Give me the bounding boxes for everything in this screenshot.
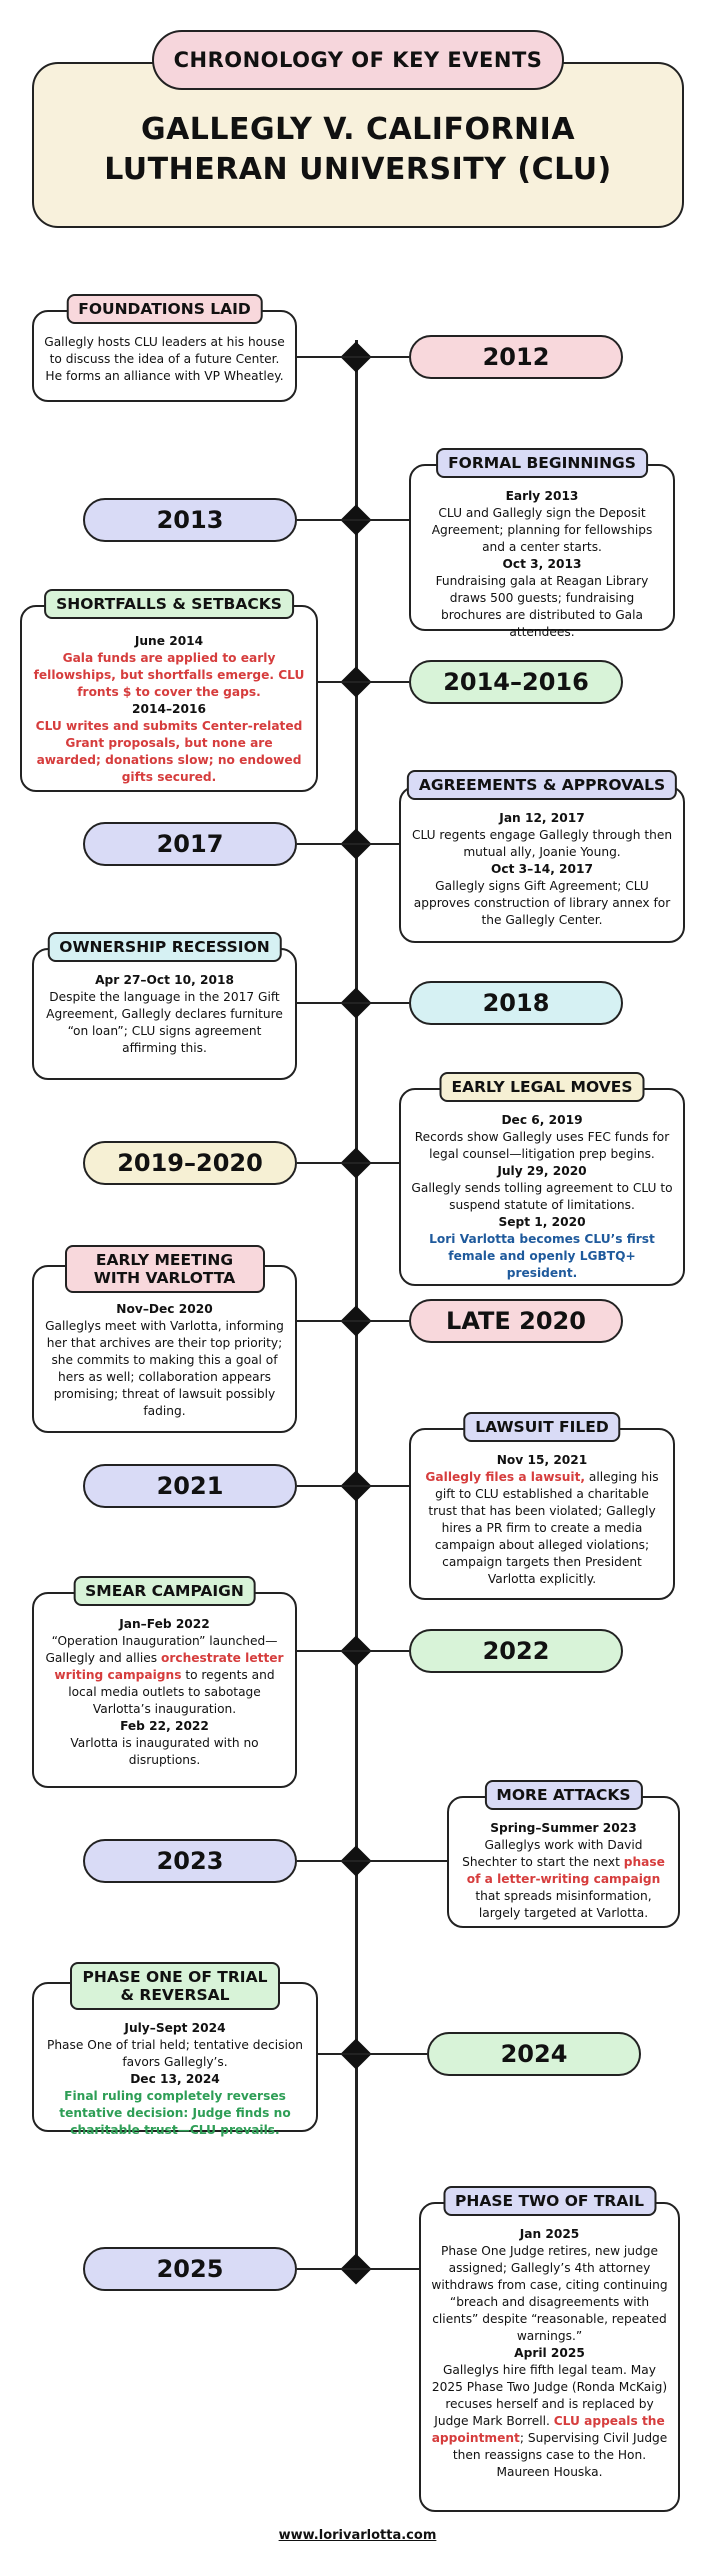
- body-text: to regents and local media outlets to sabotage Varlotta’s inauguration.: [68, 1668, 275, 1716]
- event-card-shortfalls: [20, 595, 318, 792]
- card-text: Despite the language in the 2017 Gift Agreement, Gallegly declares furniture “on loan”; CLU signs agreement affirming this.: [46, 990, 283, 1055]
- year-pill-2024: 2024: [427, 2032, 641, 2076]
- highlight-text: orchestrate letter writing campaigns: [54, 1651, 284, 1682]
- card-text: Varlotta is inaugurated with no disruptions.: [70, 1736, 259, 1767]
- title-line-1: GALLEGLY V. CALIFORNIA: [140, 112, 576, 147]
- card-date: Apr 27–Oct 10, 2018: [95, 973, 234, 987]
- event-card-phase-one: [32, 1968, 318, 2137]
- card-title: SHORTFALLS & SETBACKS: [44, 589, 294, 619]
- connector: [297, 1320, 409, 1322]
- body-text: ; Supervising Civil Judge then reassigns case to the Hon. Maureen Houska.: [452, 2431, 668, 2479]
- highlight-text: Gallegly files a lawsuit,: [425, 1470, 586, 1484]
- year-pill-2025: 2025: [83, 2247, 297, 2291]
- body-text: alleging his gift to CLU established a charitable trust that has been violated; Gallegly hires a PR firm to create a media campaign about alleged violations; campaign targets then President Varlotta explicitly.: [428, 1470, 659, 1586]
- connector: [297, 1162, 399, 1164]
- card-title: LAWSUIT FILED: [463, 1412, 620, 1442]
- card-date: July 29, 2020: [497, 1164, 587, 1178]
- card-date: Nov 15, 2021: [496, 1453, 588, 1467]
- card-title: MORE ATTACKS: [484, 1780, 642, 1810]
- card-text: Phase One of trial held; tentative decision favors Gallegly’s.: [46, 2038, 304, 2069]
- card-date: July–Sept 2024: [124, 2021, 226, 2035]
- card-text: Gallegly sends tolling agreement to CLU to suspend statute of limitations.: [411, 1181, 673, 1212]
- year-pill-2022: 2022: [409, 1629, 623, 1673]
- event-card-ownership: [32, 938, 297, 1080]
- event-card-early-meeting: [32, 1251, 297, 1433]
- card-date: Dec 6, 2019: [501, 1113, 583, 1127]
- year-pill-2017: 2017: [83, 822, 297, 866]
- card-title: PHASE ONE OF TRIAL & REVERSAL: [70, 1962, 280, 2010]
- card-text: [44, 1633, 285, 1718]
- event-card-lawsuit: [409, 1418, 675, 1600]
- card-date: Jan 12, 2017: [499, 811, 585, 825]
- body-text: “Operation Inauguration” launched—Gallegly and allies: [45, 1634, 278, 1665]
- card-text: Gallegly signs Gift Agreement; CLU approves construction of library annex for the Gallegly Center.: [413, 879, 671, 927]
- connector: [297, 1485, 409, 1487]
- card-text: [421, 1469, 663, 1588]
- connector: [297, 356, 409, 358]
- year-pill-2012: 2012: [409, 335, 623, 379]
- card-date: June 2014: [134, 634, 204, 648]
- card-date: Nov–Dec 2020: [116, 1302, 213, 1316]
- card-date: Spring–Summer 2023: [490, 1821, 637, 1835]
- card-date: Early 2013: [505, 489, 579, 503]
- connector: [297, 843, 399, 845]
- event-card-phase-two: [419, 2192, 680, 2512]
- card-date: Oct 3–14, 2017: [491, 862, 593, 876]
- event-card-legal-moves: [399, 1078, 685, 1286]
- body-text: Galleglys work with David Shechter to start the next: [462, 1838, 643, 1869]
- highlight-text: CLU appeals the appointment: [431, 2414, 665, 2445]
- card-date: Sept 1, 2020: [498, 1215, 586, 1229]
- year-pill-late-2020: LATE 2020: [409, 1299, 623, 1343]
- event-card-smear: [32, 1582, 297, 1788]
- card-text: CLU regents engage Gallegly through then mutual ally, Joanie Young.: [411, 828, 673, 859]
- card-text: [431, 2362, 668, 2481]
- card-date: Dec 13, 2024: [130, 2072, 220, 2086]
- event-card-more-attacks: [447, 1786, 680, 1928]
- card-text: CLU writes and submits Center-related Grant proposals, but none are awarded; donations slow; no endowed gifts secured.: [35, 719, 303, 784]
- connector: [297, 1860, 447, 1862]
- title-line-2: LUTHERAN UNIVERSITY (CLU): [104, 152, 612, 187]
- card-date: Jan 2025: [519, 2227, 580, 2241]
- card-text: Final ruling completely reverses tentative decision: Judge finds no charitable trust—CLU prevails.: [59, 2089, 291, 2137]
- year-pill-2013: 2013: [83, 498, 297, 542]
- card-text: [459, 1837, 668, 1922]
- card-date: 2014–2016: [132, 702, 206, 716]
- event-card-formal-beginnings: [409, 454, 675, 639]
- card-text: Phase One Judge retires, new judge assigned; Gallegly’s 4th attorney withdraws from case, citing continuing “breach and disagreements with clients” despite “reasonable, repeated warnings.”: [431, 2244, 668, 2343]
- highlight-text: phase of a letter-writing campaign: [466, 1855, 665, 1886]
- card-text: CLU and Gallegly sign the Deposit Agreement; planning for fellowships and a center starts.: [431, 506, 653, 554]
- card-title: EARLY MEETING WITH VARLOTTA: [65, 1245, 265, 1293]
- card-text: Fundraising gala at Reagan Library draws 500 guests; fundraising brochures are distributed to Gala attendees.: [435, 574, 649, 639]
- year-pill-2019-2020: 2019–2020: [83, 1141, 297, 1185]
- card-date: Jan–Feb 2022: [119, 1617, 210, 1631]
- card-text: Records show Gallegly uses FEC funds for legal counsel—litigation prep begins.: [414, 1130, 670, 1161]
- connector: [297, 1002, 409, 1004]
- card-title: PHASE TWO OF TRAIL: [443, 2186, 656, 2216]
- card-title: FOUNDATIONS LAID: [66, 294, 263, 324]
- event-card-foundations: [32, 300, 297, 402]
- footer-link[interactable]: www.lorivarlotta.com: [278, 2528, 437, 2543]
- card-text: Gala funds are applied to early fellowships, but shortfalls emerge. CLU fronts $ to cover the gaps.: [33, 651, 305, 699]
- card-date: Oct 3, 2013: [502, 557, 582, 571]
- card-text: Lori Varlotta becomes CLU’s first female and openly LGBTQ+ president.: [429, 1232, 655, 1280]
- page-title: [34, 110, 682, 190]
- year-pill-2018: 2018: [409, 981, 623, 1025]
- body-text: that spreads misinformation, largely targeted at Varlotta.: [475, 1889, 652, 1920]
- card-title: AGREEMENTS & APPROVALS: [407, 770, 677, 800]
- body-text: Galleglys hire fifth legal team. May 2025 Phase Two Judge (Ronda McKaig) recuses herself and is replaced by Judge Mark Borrell.: [431, 2363, 668, 2428]
- year-pill-2021: 2021: [83, 1464, 297, 1508]
- card-title: EARLY LEGAL MOVES: [440, 1072, 645, 1102]
- card-date: April 2025: [514, 2346, 585, 2360]
- connector: [297, 2268, 419, 2270]
- event-card-agreements: [399, 776, 685, 943]
- connector: [297, 519, 409, 521]
- card-date: Feb 22, 2022: [120, 1719, 209, 1733]
- connector: [297, 1650, 409, 1652]
- year-pill-2023: 2023: [83, 1839, 297, 1883]
- card-text: Gallegly hosts CLU leaders at his house to discuss the idea of a future Center. He forms an alliance with VP Wheatley.: [44, 335, 285, 383]
- card-title: FORMAL BEGINNINGS: [436, 448, 648, 478]
- connector: [318, 2053, 427, 2055]
- card-title: SMEAR CAMPAIGN: [73, 1576, 256, 1606]
- card-title: OWNERSHIP RECESSION: [47, 932, 281, 962]
- card-text: Galleglys meet with Varlotta, informing her that archives are their top priority; she commits to making this a goal of hers as well; collaboration appears promising; threat of lawsuit possibly fading.: [45, 1319, 284, 1418]
- year-pill-2014-2016: 2014–2016: [409, 660, 623, 704]
- connector: [318, 681, 409, 683]
- header-tag: CHRONOLOGY OF KEY EVENTS: [152, 30, 564, 90]
